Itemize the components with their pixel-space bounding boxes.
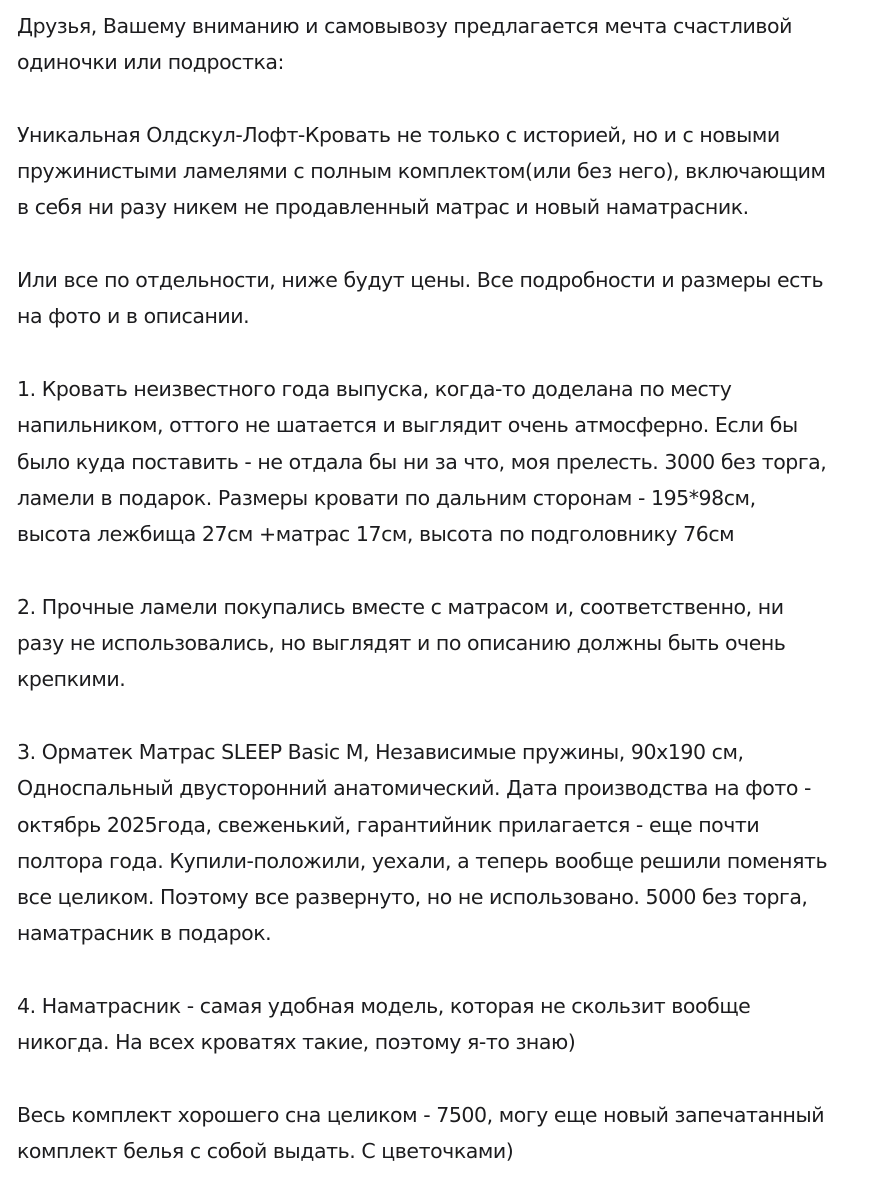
text-line: полтора года. Купили-положили, уехали, а теперь вообще решили поменять xyxy=(17,848,828,873)
listing-description xyxy=(17,8,887,1170)
text-line: Или все по отдельности, ниже будут цены. Все подробности и размеры есть xyxy=(17,268,824,293)
text-line: все целиком. Поэтому все развернуто, но не использовано. 5000 без торга, xyxy=(17,885,808,910)
text-line: 4. Наматрасник - самая удобная модель, которая не скользит вообще xyxy=(17,994,751,1019)
text-line: было куда поставить - не отдала бы ни за что, моя прелесть. 3000 без торга, xyxy=(17,449,827,474)
text-line: наматрасник в подарок. xyxy=(17,921,272,946)
text-line: комплект белья с собой выдать. С цветочками) xyxy=(17,1139,514,1164)
paragraph-item-mattress xyxy=(17,734,887,952)
text-line: ламели в подарок. Размеры кровати по дальним сторонам - 195*98см, xyxy=(17,485,756,510)
paragraph-item-bed xyxy=(17,371,887,552)
text-line: 2. Прочные ламели покупались вместе с матрасом и, соответственно, ни xyxy=(17,594,784,619)
text-line: Уникальная Олдскул-Лофт-Кровать не только с историей, но и с новыми xyxy=(17,122,780,147)
text-line: на фото и в описании. xyxy=(17,304,250,329)
paragraph-intro xyxy=(17,8,887,81)
text-line: крепкими. xyxy=(17,667,126,692)
paragraph-item-slats xyxy=(17,589,887,698)
paragraph-full-set-price xyxy=(17,1097,887,1170)
paragraph-overview xyxy=(17,117,887,226)
paragraph-item-topper xyxy=(17,988,887,1061)
text-line: одиночки или подростка: xyxy=(17,50,284,75)
text-line: Односпальный двусторонний анатомический. Дата производства на фото - xyxy=(17,776,811,801)
text-line: октябрь 2025года, свеженький, гарантийник прилагается - еще почти xyxy=(17,812,760,837)
text-line: в себя ни разу никем не продавленный матрас и новый наматрасник. xyxy=(17,195,749,220)
text-line: напильником, оттого не шатается и выглядит очень атмосферно. Если бы xyxy=(17,413,798,438)
text-line: 3. Орматек Матрас SLEEP Basic M, Независимые пружины, 90x190 см, xyxy=(17,739,744,764)
text-line: высота лежбища 27см +матрас 17см, высота по подголовнику 76см xyxy=(17,522,735,547)
text-line: Весь комплект хорошего сна целиком - 7500, могу еще новый запечатанный xyxy=(17,1102,825,1127)
text-line: Друзья, Вашему вниманию и самовывозу предлагается мечта счастливой xyxy=(17,14,792,38)
text-line: разу не использовались, но выглядят и по описанию должны быть очень xyxy=(17,631,786,656)
text-line: 1. Кровать неизвестного года выпуска, когда-то доделана по месту xyxy=(17,376,732,401)
text-line: никогда. На всех кроватях такие, поэтому я-то знаю) xyxy=(17,1030,576,1055)
paragraph-separate-prices xyxy=(17,262,887,335)
text-line: пружинистыми ламелями с полным комплектом(или без него), включающим xyxy=(17,159,826,184)
